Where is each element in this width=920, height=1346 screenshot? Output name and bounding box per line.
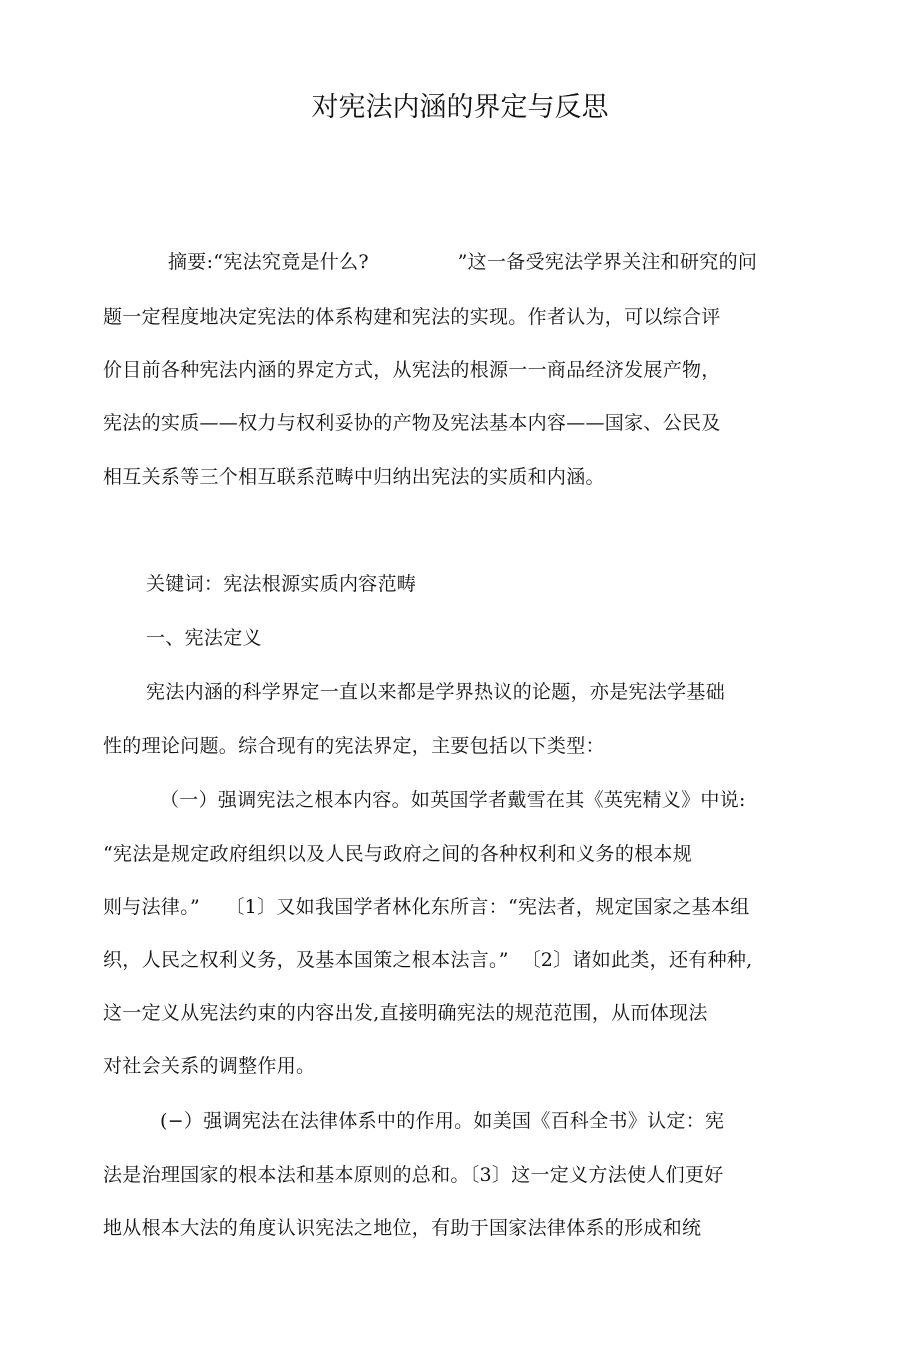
paragraph-line: 性的理论问题。综合现有的宪法界定，主要包括以下类型： xyxy=(103,735,605,757)
paragraph-line: (−）强调宪法在法律体系中的作用。如美国《百科全书》认定：宪 xyxy=(160,1110,725,1132)
abstract-line: 价目前各种宪法内涵的界定方式，从宪法的根源一一商品经济发展产物， xyxy=(103,359,721,381)
paragraph-line: 法是治理国家的根本法和基本原则的总和。〔3〕这一定义方法使人们更好 xyxy=(103,1164,724,1186)
abstract-line: 宪法的实质——权力与权利妥协的产物及宪法基本内容——国家、公民及 xyxy=(103,412,721,434)
paragraph-line: “宪法是规定政府组织以及人民与政府之间的各种权利和义务的根本规 xyxy=(103,843,693,865)
section-heading: 一、宪法定义 xyxy=(146,627,262,649)
paragraph-line: （一）强调宪法之根本内容。如英国学者戴雪在其《英宪精义》中说: xyxy=(160,789,746,811)
paragraph-line: 宪法内涵的科学界定一直以来都是学界热议的论题，亦是宪法学基础 xyxy=(146,681,726,703)
abstract-line: 题一定程度地决定宪法的体系构建和宪法的实现。作者认为，可以综合评 xyxy=(103,306,721,328)
paragraph-line: 则与法律。” 〔1〕又如我国学者林化东所言：“宪法者，规定国家之基本组 xyxy=(103,896,750,918)
paragraph-line: 织，人民之权利义务，及基本国策之根本法言。” 〔2〕诸如此类，还有种种, xyxy=(103,949,753,971)
paragraph-line: 对社会关系的调整作用。 xyxy=(103,1055,316,1077)
document-title: 对宪法内涵的界定与反思 xyxy=(311,92,609,123)
keywords: 关键词：宪法根源实质内容范畴 xyxy=(146,573,417,595)
paragraph-line: 地从根本大法的角度认识宪法之地位，有助于国家法律体系的形成和统 xyxy=(103,1217,702,1239)
abstract-line: 摘要:“宪法究竟是什么? ”这一备受宪法学界关注和研究的问 xyxy=(168,251,758,273)
paragraph-line: 这一定义从宪法约束的内容出发,直接明确宪法的规范范围，从而体现法 xyxy=(103,1002,708,1024)
abstract-line: 相互关系等三个相互联系范畴中归纳出宪法的实质和内涵。 xyxy=(103,466,605,488)
